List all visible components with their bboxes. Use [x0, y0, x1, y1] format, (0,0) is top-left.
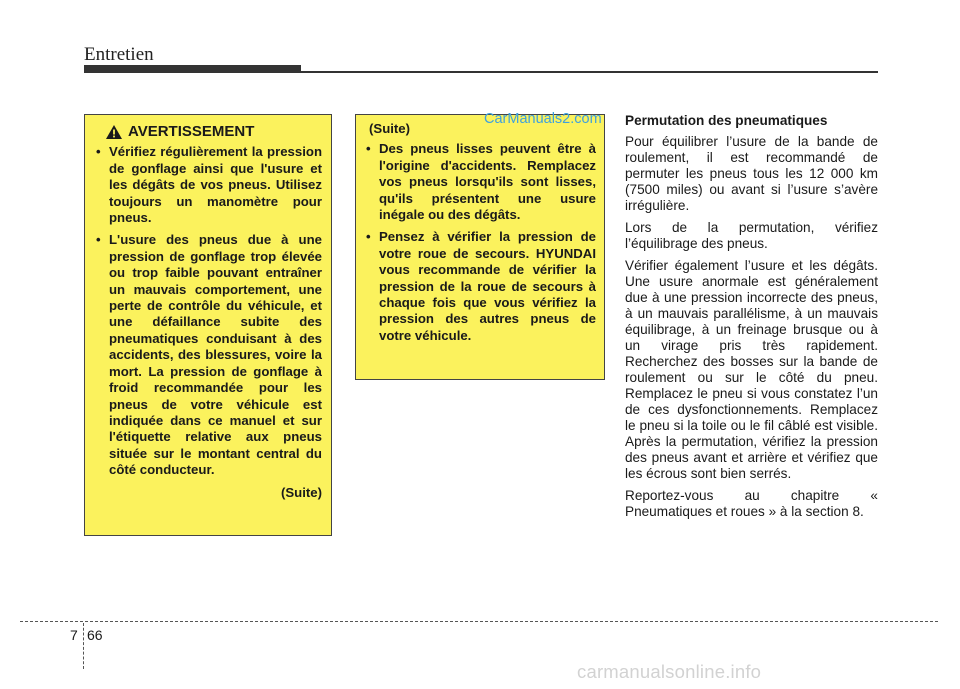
header-rule [84, 71, 878, 73]
body-paragraph: Lors de la permutation, vérifiez l’équilibrage des pneus. [625, 220, 878, 251]
continued-label: (Suite) [280, 484, 322, 500]
footer-vertical-divider [83, 623, 84, 669]
warning-box-2 [355, 114, 605, 380]
body-paragraph: Vérifier également l’usure et les dégâts. Une usure anormale est généralement due à une pression incorrecte des pneus, à un mauvais parallélisme, à un mauvais équilibrage, à un freinage brusque ou à un virage pris très rapidement. Recherchez des bosses sur la bande de roulement ou sur le côté du pneu. Remplacez le pneu si vous constatez l’un de ces dysfonctionnements. Remplacez le pneu si la toile ou le fil câblé est visible. Après la permutation, vérifiez la pression des pneus avant et arrière et vérifiez que les écrous sont bien serrés. [625, 258, 878, 481]
watermark: CarManuals2.com [484, 111, 602, 127]
chapter-title: Entretien [84, 44, 154, 65]
warning-item: • Vérifiez régulièrement la pression de gonflage ainsi que l'usure et les dégâts de vos pneus. Utilisez toujours un manomètre pour pneus. [95, 144, 322, 226]
warning-item: • Pensez à vérifier la pression de votre roue de secours. HYUNDAI vous recommande de vérifier la pression de la roue de secours à chaque fois que vous vérifiez la pression des autres pneus de votre véhicule. [365, 229, 596, 344]
site-footer-watermark: carmanualsonline.info [577, 661, 762, 682]
body-paragraph: Pour équilibrer l’usure de la bande de roulement, il est recommandé de permuter les pneus tous les 12 000 km (7500 miles) ou avant si l’usure s’avère irrégulière. [625, 134, 878, 213]
warning-heading [95, 124, 322, 140]
chapter-number: 7 [70, 627, 78, 643]
section-heading: Permutation des pneumatiques [625, 113, 828, 128]
warning-list-1 [95, 144, 322, 478]
body-paragraph: Reportez-vous au chapitre « Pneumatiques et roues » à la section 8. [625, 488, 878, 519]
footer-divider [20, 621, 938, 622]
body-column [625, 113, 878, 526]
warning-box-1 [84, 114, 332, 536]
warning-heading-label: AVERTISSEMENT [128, 123, 255, 140]
warning-triangle-icon [105, 124, 123, 140]
page-number: 66 [87, 627, 103, 643]
warning-list-2 [365, 141, 596, 344]
continued-label: (Suite) [369, 121, 411, 136]
warning-item: • Des pneus lisses peuvent être à l'origine d'accidents. Remplacez vos pneus lorsqu'ils sont lisses, qu'ils présentent une usure inégale ou des dégâts. [365, 141, 596, 223]
warning-item: • L'usure des pneus due à une pression de gonflage trop élevée ou trop faible pouvant entraîner un mauvais comportement, une perte de contrôle du véhicule, et une défaillance subite des pneumatiques conduisant à des accidents, des blessures, voire la mort. La pression de gonflage à froid recommandée pour les pneus de votre véhicule est indiquée dans ce manuel et sur l'étiquette relative aux pneus située sur le montant central du côté conducteur. [95, 232, 322, 478]
